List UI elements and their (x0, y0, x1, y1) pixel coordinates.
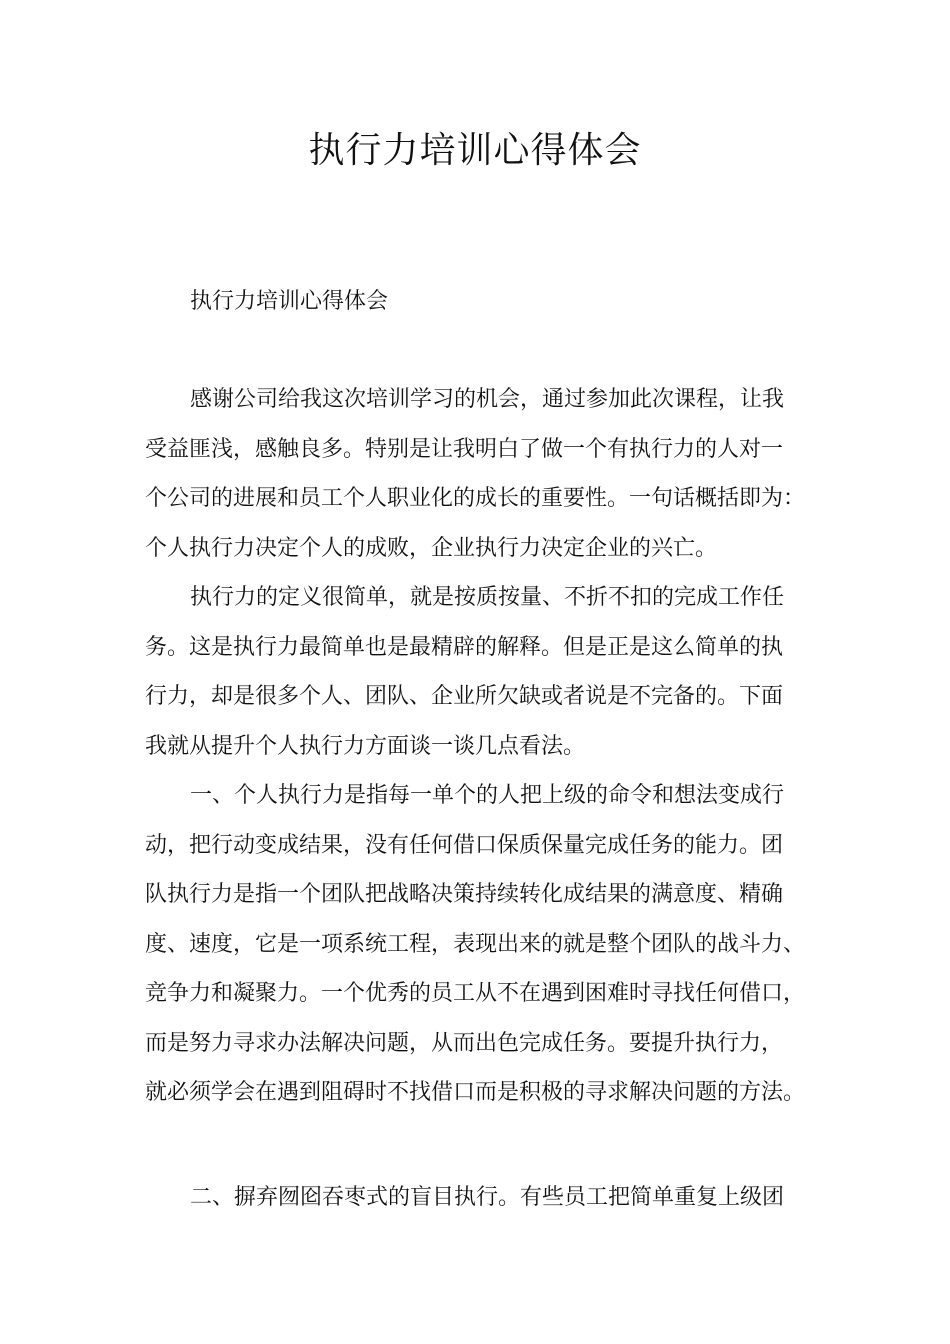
text-line: 务。这是执行力最简单也是最精辟的解释。但是正是这么简单的执 (145, 634, 784, 660)
text-line: 就必须学会在遇到阻碍时不找借口而是积极的寻求解决问题的方法。 (145, 1080, 806, 1105)
text-line: 个公司的进展和员工个人职业化的成长的重要性。一句话概括即为： (145, 486, 806, 511)
text-line: 二、摒弃囫囵吞枣式的盲目执行。有些员工把简单重复上级团 (190, 1185, 785, 1210)
text-line: 竞争力和凝聚力。一个优秀的员工从不在遇到困难时寻找任何借口， (145, 981, 806, 1006)
page-title: 执行力培训心得体会 (308, 130, 642, 171)
text-line: 受益匪浅，感触良多。特别是让我明白了做一个有执行力的人对一 (145, 436, 784, 462)
text-line: 个人执行力决定个人的成败，企业执行力决定企业的兴亡。 (145, 535, 718, 561)
body-text-block-2 (145, 1180, 825, 1230)
document-subtitle: 执行力培训心得体会 (190, 289, 389, 314)
text-line: 执行力的定义很简单，就是按质按量、不折不扣的完成工作任 (190, 585, 785, 610)
body-text-block-1 (145, 382, 825, 1125)
text-line: 感谢公司给我这次培训学习的机会，通过参加此次课程，让我 (190, 387, 785, 412)
text-line: 一、个人执行力是指每一单个的人把上级的命令和想法变成行 (190, 783, 785, 808)
text-line: 队执行力是指一个团队把战略决策持续转化成结果的满意度、精确 (145, 882, 784, 907)
text-line: 而是努力寻求办法解决问题，从而出色完成任务。要提升执行力， (145, 1030, 784, 1056)
text-line: 行力，却是很多个人、团队、企业所欠缺或者说是不完备的。下面 (145, 684, 784, 709)
text-line: 度、速度，它是一项系统工程，表现出来的就是整个团队的战斗力、 (145, 931, 806, 957)
text-line: 动，把行动变成结果，没有任何借口保质保量完成任务的能力。团 (145, 832, 784, 858)
text-line: 我就从提升个人执行力方面谈一谈几点看法。 (145, 733, 586, 759)
